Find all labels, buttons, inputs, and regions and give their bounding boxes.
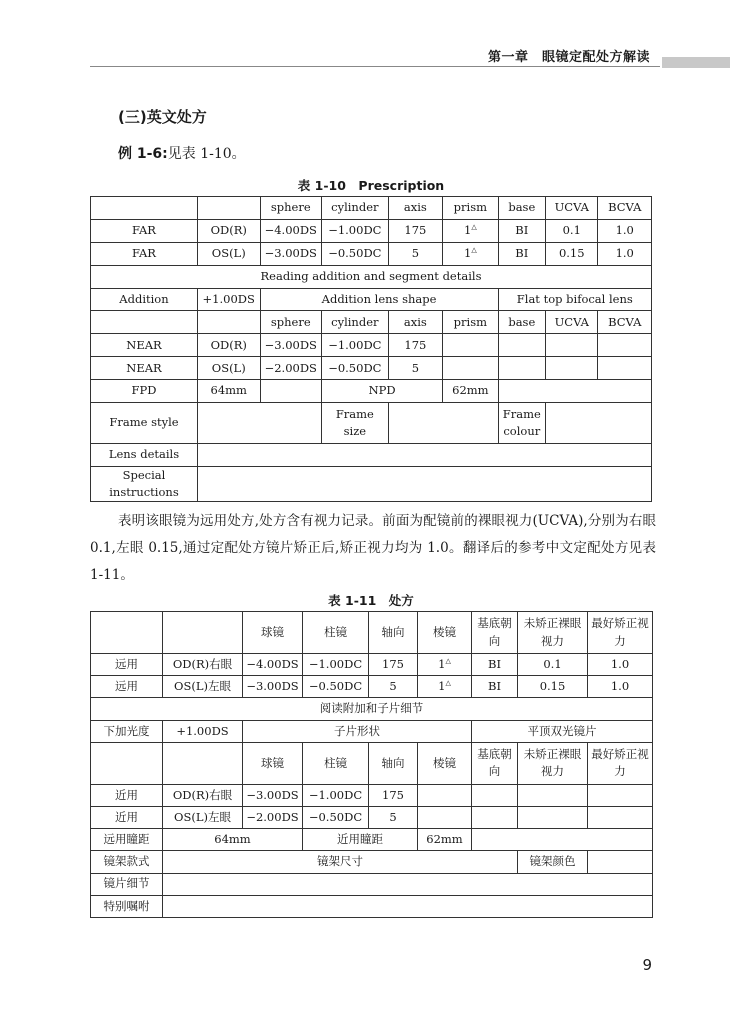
- table-header: 轴向: [369, 612, 418, 654]
- prism-unit: △: [445, 679, 451, 688]
- table-row: [91, 311, 652, 334]
- table-row: [91, 403, 652, 444]
- table-cell: 近用: [91, 806, 163, 828]
- table-cell: [498, 380, 651, 403]
- table-header: sphere: [260, 311, 322, 334]
- table-row: [91, 742, 653, 784]
- table-cell: [498, 334, 545, 357]
- table-row: [91, 197, 652, 220]
- table-cell: [163, 873, 653, 895]
- table-cell: BI: [472, 676, 518, 698]
- table-cell: OS(L)左眼: [163, 676, 243, 698]
- table-cell: 1.0: [598, 242, 652, 265]
- table-cell: [472, 784, 518, 806]
- table-cell: FAR: [91, 242, 198, 265]
- table-cell: BI: [472, 654, 518, 676]
- table-header: 基底朝向: [472, 612, 518, 654]
- frame-size-label: Frame size: [322, 403, 389, 444]
- table-cell: [443, 357, 498, 380]
- table-cell: OS(L): [197, 357, 260, 380]
- prism-value: 1: [463, 223, 472, 238]
- table-cell: [260, 380, 322, 403]
- table-row: [91, 720, 653, 742]
- frame-colour-label: Frame colour: [498, 403, 545, 444]
- fpd-label: FPD: [91, 380, 198, 403]
- table-cell: [91, 311, 198, 334]
- lens-shape-label: Addition lens shape: [260, 288, 498, 311]
- table-row: [91, 851, 653, 873]
- table-cell: 远用: [91, 654, 163, 676]
- table-cell: 5: [388, 242, 442, 265]
- frame-colour-label: 镜架颜色: [518, 851, 588, 873]
- prescription-table-en: [90, 196, 652, 502]
- table-cell: −2.00DS: [243, 806, 303, 828]
- table-row: [91, 873, 653, 895]
- table-header: 棱镜: [418, 612, 472, 654]
- lens-details-label: 镜片细节: [91, 873, 163, 895]
- table-header: axis: [388, 197, 442, 220]
- table-cell: [472, 806, 518, 828]
- table-header: axis: [388, 311, 442, 334]
- lens-shape-value: 平顶双光镜片: [472, 720, 653, 742]
- table-cell: 1.0: [588, 654, 653, 676]
- table-cell: 5: [369, 676, 418, 698]
- table-cell: [163, 612, 243, 654]
- npd-label: 近用瞳距: [303, 829, 418, 851]
- table-header: 未矫正裸眼视力: [518, 612, 588, 654]
- lens-details-label: Lens details: [91, 444, 198, 467]
- table-cell: −0.50DC: [322, 357, 389, 380]
- prism-value: 1: [463, 246, 472, 261]
- table-cell: −3.00DS: [260, 334, 322, 357]
- table-cell: −1.00DC: [322, 334, 389, 357]
- table-cell: [546, 403, 652, 444]
- table-cell: [498, 357, 545, 380]
- table-cell: 5: [369, 806, 418, 828]
- table-header: cylinder: [322, 197, 389, 220]
- table-cell: −3.00DS: [243, 676, 303, 698]
- table-header: 未矫正裸眼视力: [518, 742, 588, 784]
- running-header: 第一章 眼镜定配处方解读: [487, 50, 650, 65]
- addition-value: +1.00DS: [197, 288, 260, 311]
- npd-label: NPD: [322, 380, 443, 403]
- table-cell: [443, 334, 498, 357]
- table-cell: 1.0: [598, 219, 652, 242]
- table-cell: [443, 219, 498, 242]
- table-cell: FAR: [91, 219, 198, 242]
- table-cell: [197, 444, 651, 467]
- table-row: [91, 676, 653, 698]
- table-cell: −3.00DS: [260, 242, 322, 265]
- table-cell: [588, 784, 653, 806]
- table2-caption: 表 1-11 处方: [328, 593, 414, 608]
- special-instructions-label: Special instructions: [91, 466, 198, 502]
- page-number: 9: [642, 956, 652, 974]
- table-row: [91, 357, 652, 380]
- table-cell: −0.50DC: [303, 676, 369, 698]
- table-header: sphere: [260, 197, 322, 220]
- table-header: BCVA: [598, 311, 652, 334]
- table-cell: [588, 806, 653, 828]
- table-cell: OD(R): [197, 334, 260, 357]
- prism-value: 1: [438, 679, 446, 694]
- table-cell: −2.00DS: [260, 357, 322, 380]
- header-rule: [90, 66, 660, 67]
- table-cell: −1.00DC: [303, 654, 369, 676]
- table-cell: OD(R)右眼: [163, 784, 243, 806]
- fpd-label: 远用瞳距: [91, 829, 163, 851]
- table-header: 柱镜: [303, 612, 369, 654]
- table-cell: [418, 654, 472, 676]
- table-row: [91, 784, 653, 806]
- table-cell: OD(R)右眼: [163, 654, 243, 676]
- reading-section-title: Reading addition and segment details: [91, 265, 652, 288]
- table-row: [91, 895, 653, 917]
- body-paragraph: 表明该眼镜为远用处方,处方含有视力记录。前面为配镜前的裸眼视力(UCVA),分别为右眼 0.1,左眼 0.15,通过定配处方镜片矫正后,矫正视力均为 1.0。翻译后的参考中文定配处方见表 1-11。: [90, 513, 656, 583]
- frame-size-label: 镜架尺寸: [163, 851, 518, 873]
- table-cell: [91, 742, 163, 784]
- table-header: prism: [443, 197, 498, 220]
- table-cell: [163, 895, 653, 917]
- table-cell: −1.00DC: [322, 219, 389, 242]
- table-header: prism: [443, 311, 498, 334]
- addition-label: 下加光度: [91, 720, 163, 742]
- frame-style-label: Frame style: [91, 403, 198, 444]
- table-cell: OS(L)左眼: [163, 806, 243, 828]
- table-header: base: [498, 311, 545, 334]
- table-cell: 175: [388, 334, 442, 357]
- example-text: 见表 1-10。: [167, 146, 246, 162]
- table-row: [91, 654, 653, 676]
- table-cell: 0.15: [546, 242, 598, 265]
- table-cell: [418, 784, 472, 806]
- table-cell: [546, 357, 598, 380]
- table-header: 基底朝向: [472, 742, 518, 784]
- table-header: UCVA: [546, 197, 598, 220]
- example-line: [118, 143, 246, 163]
- table-cell: BI: [498, 219, 545, 242]
- table-cell: [598, 334, 652, 357]
- addition-value: +1.00DS: [163, 720, 243, 742]
- table-cell: NEAR: [91, 334, 198, 357]
- table-row: [91, 380, 652, 403]
- table-cell: 175: [369, 784, 418, 806]
- table-row: [91, 265, 652, 288]
- table-header: UCVA: [546, 311, 598, 334]
- table-cell: −0.50DC: [303, 806, 369, 828]
- fpd-value: 64mm: [163, 829, 303, 851]
- table-row: [91, 806, 653, 828]
- npd-value: 62mm: [418, 829, 472, 851]
- table-cell: [472, 829, 653, 851]
- table-cell: [91, 197, 198, 220]
- table-cell: −4.00DS: [260, 219, 322, 242]
- table-cell: [418, 676, 472, 698]
- table-header: 柱镜: [303, 742, 369, 784]
- table-cell: [197, 466, 651, 502]
- table-cell: 1.0: [588, 676, 653, 698]
- table-cell: [197, 311, 260, 334]
- table-cell: [598, 357, 652, 380]
- table-cell: 175: [369, 654, 418, 676]
- table-cell: [163, 742, 243, 784]
- table-cell: [418, 806, 472, 828]
- table-cell: 0.1: [518, 654, 588, 676]
- table-header: cylinder: [322, 311, 389, 334]
- table-row: [91, 444, 652, 467]
- table-cell: [91, 612, 163, 654]
- npd-value: 62mm: [443, 380, 498, 403]
- table-cell: 0.1: [546, 219, 598, 242]
- table-cell: [588, 851, 653, 873]
- prescription-table-cn: [90, 611, 653, 918]
- section-title: (三)英文处方: [118, 108, 207, 126]
- lens-shape-label: 子片形状: [243, 720, 472, 742]
- prism-unit: △: [445, 657, 451, 666]
- example-label: 例 1-6:: [118, 146, 168, 162]
- table-row: [91, 466, 652, 502]
- table-row: [91, 698, 653, 720]
- table-header: 棱镜: [418, 742, 472, 784]
- table-row: [91, 242, 652, 265]
- header-tab-bar: [662, 57, 730, 68]
- table-row: [91, 829, 653, 851]
- table-cell: −3.00DS: [243, 784, 303, 806]
- table-header: BCVA: [598, 197, 652, 220]
- table-cell: [518, 784, 588, 806]
- table-cell: 0.15: [518, 676, 588, 698]
- lens-shape-value: Flat top bifocal lens: [498, 288, 651, 311]
- table-cell: [443, 242, 498, 265]
- table-header: 球镜: [243, 742, 303, 784]
- table-row: [91, 288, 652, 311]
- prism-unit: △: [471, 246, 477, 255]
- table-row: [91, 334, 652, 357]
- table1-caption: 表 1-10 Prescription: [297, 178, 445, 193]
- frame-style-label: 镜架款式: [91, 851, 163, 873]
- table-cell: 5: [388, 357, 442, 380]
- table-row: [91, 219, 652, 242]
- table-header: 最好矫正视力: [588, 612, 653, 654]
- table-cell: 175: [388, 219, 442, 242]
- table-cell: 近用: [91, 784, 163, 806]
- table-cell: OS(L): [197, 242, 260, 265]
- table-cell: [197, 403, 321, 444]
- table-cell: −0.50DC: [322, 242, 389, 265]
- table-header: base: [498, 197, 545, 220]
- addition-label: Addition: [91, 288, 198, 311]
- table-cell: BI: [498, 242, 545, 265]
- table-cell: OD(R): [197, 219, 260, 242]
- table-header: 最好矫正视力: [588, 742, 653, 784]
- reading-section-title: 阅读附加和子片细节: [91, 698, 653, 720]
- table-header: 轴向: [369, 742, 418, 784]
- table-cell: [388, 403, 498, 444]
- prism-value: 1: [438, 656, 446, 671]
- table-cell: 远用: [91, 676, 163, 698]
- table-cell: [518, 806, 588, 828]
- table-cell: [546, 334, 598, 357]
- table-header: 球镜: [243, 612, 303, 654]
- fpd-value: 64mm: [197, 380, 260, 403]
- table-cell: [197, 197, 260, 220]
- table-row: [91, 612, 653, 654]
- table-cell: −1.00DC: [303, 784, 369, 806]
- table-cell: NEAR: [91, 357, 198, 380]
- table-cell: −4.00DS: [243, 654, 303, 676]
- special-instructions-label: 特别嘱咐: [91, 895, 163, 917]
- prism-unit: △: [471, 223, 477, 232]
